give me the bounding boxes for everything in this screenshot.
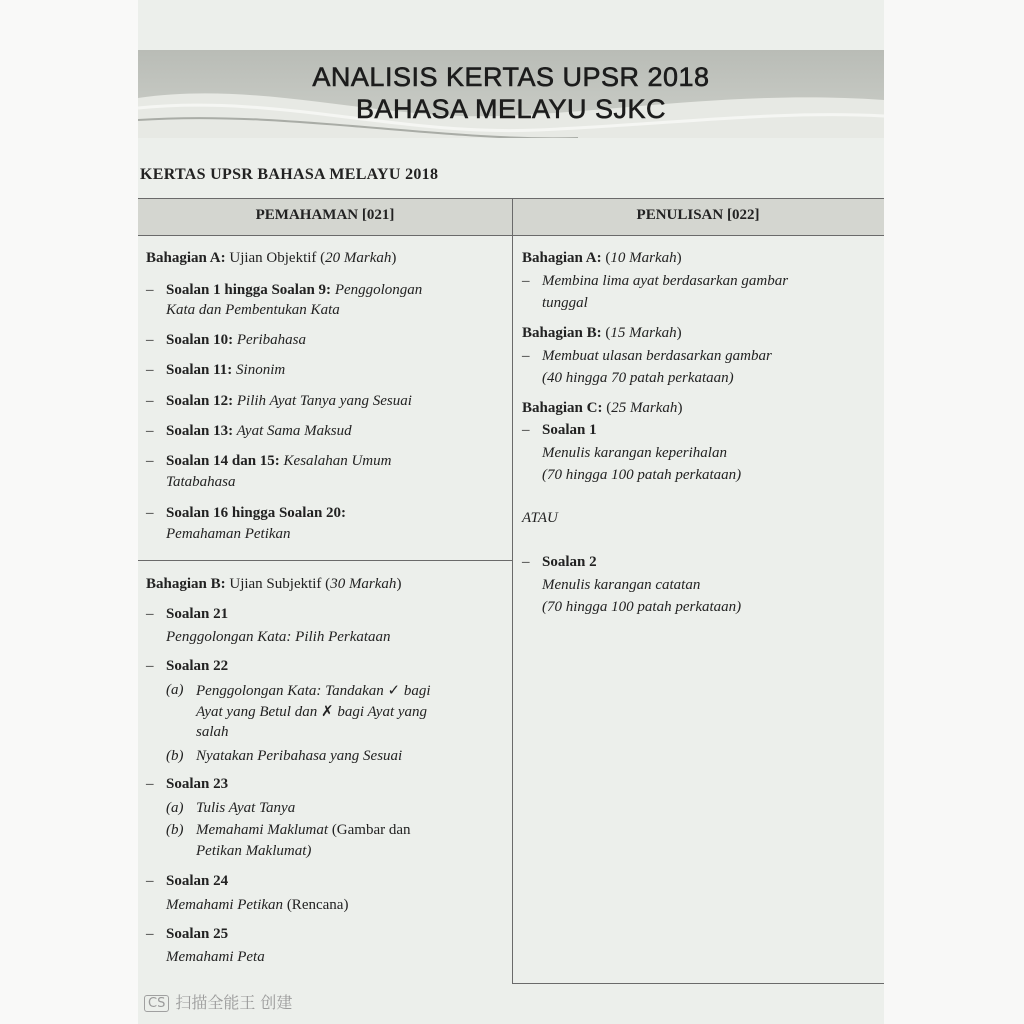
left-bahagian-b-title: Bahagian B: Ujian Subjektif (30 Markah) <box>146 576 402 592</box>
right-c-soalan-1-line1: Menulis karangan keperihalan <box>542 445 727 461</box>
soalan-25-desc: Memahami Peta <box>166 949 265 965</box>
right-b-line1: Membuat ulasan berdasarkan gambar <box>542 348 772 364</box>
right-c-soalan-1: Soalan 1 <box>542 422 597 438</box>
soalan-13: Soalan 13: Ayat Sama Maksud <box>166 423 352 439</box>
list-dash: – <box>146 873 154 889</box>
list-dash: – <box>146 926 154 942</box>
soalan-23-a-text: Tulis Ayat Tanya <box>196 800 296 816</box>
soalan-10: Soalan 10: Peribahasa <box>166 332 307 348</box>
list-dash: – <box>146 776 154 792</box>
soalan-23-b-line1: Memahami Maklumat (Gambar dan <box>196 822 411 838</box>
right-bahagian-a-title: Bahagian A: (10 Markah) <box>522 250 682 266</box>
soalan-14-15-desc: Tatabahasa <box>166 474 236 490</box>
soalan-23-a-marker: (a) <box>166 800 184 816</box>
soalan-22-a-line2: Ayat yang Betul dan ✗ bagi Ayat yang <box>196 702 428 720</box>
column-divider <box>512 198 513 984</box>
left-bahagian-a-title: Bahagian A: Ujian Objektif (20 Markah) <box>146 250 397 266</box>
soalan-21-desc: Penggolongan Kata: Pilih Perkataan <box>166 629 391 645</box>
col-header-penulisan: PENULISAN [022] <box>636 207 760 223</box>
check-mark-icon: ✓ <box>387 681 401 699</box>
list-dash: – <box>146 282 154 298</box>
soalan-22-a-line3: salah <box>196 724 229 740</box>
watermark-text: 扫描全能王 创建 <box>175 993 293 1012</box>
list-dash: – <box>146 453 154 469</box>
right-margin <box>884 0 1024 1024</box>
right-a-line2: tunggal <box>542 295 588 311</box>
soalan-22-b-text: Nyatakan Peribahasa yang Sesuai <box>196 748 403 764</box>
section-heading: KERTAS UPSR BAHASA MELAYU 2018 <box>140 166 439 183</box>
list-dash: – <box>146 606 154 622</box>
right-c-soalan-1-line2: (70 hingga 100 patah perkataan) <box>542 467 742 483</box>
analysis-table <box>138 198 884 988</box>
soalan-11: Soalan 11: Sinonim <box>166 362 286 378</box>
left-margin <box>0 0 138 1024</box>
table-header-border <box>138 235 884 236</box>
soalan-1-9: Soalan 1 hingga Soalan 9: Penggolongan <box>166 282 423 298</box>
soalan-25: Soalan 25 <box>166 926 229 942</box>
title-banner <box>138 50 884 138</box>
list-dash: – <box>146 362 154 378</box>
soalan-12: Soalan 12: Pilih Ayat Tanya yang Sesuai <box>166 393 412 409</box>
list-dash: – <box>146 423 154 439</box>
table-top-border <box>138 198 884 199</box>
soalan-22-a-marker: (a) <box>166 682 184 698</box>
soalan-23-b-line2: Petikan Maklumat) <box>196 843 312 859</box>
soalan-24: Soalan 24 <box>166 873 229 889</box>
left-section-divider <box>138 560 512 561</box>
table-bottom-border <box>512 983 884 984</box>
banner-title-line2: BAHASA MELAYU SJKC <box>355 94 667 124</box>
list-dash: – <box>522 554 530 570</box>
right-c-soalan-2-line1: Menulis karangan catatan <box>542 577 701 593</box>
soalan-16-20: Soalan 16 hingga Soalan 20: <box>166 505 347 521</box>
soalan-21: Soalan 21 <box>166 606 229 622</box>
right-bahagian-c-title: Bahagian C: (25 Markah) <box>522 400 683 416</box>
scanner-watermark <box>144 990 292 1013</box>
list-dash: – <box>146 332 154 348</box>
right-c-soalan-2: Soalan 2 <box>542 554 597 570</box>
soalan-24-desc: Memahami Petikan (Rencana) <box>166 897 349 913</box>
right-b-line2: (40 hingga 70 patah perkataan) <box>542 370 734 386</box>
banner-title-line1: ANALISIS KERTAS UPSR 2018 <box>312 62 710 92</box>
soalan-14-15: Soalan 14 dan 15: Kesalahan Umum <box>166 453 392 469</box>
soalan-23: Soalan 23 <box>166 776 229 792</box>
list-dash: – <box>146 658 154 674</box>
soalan-1-9-desc: Kata dan Pembentukan Kata <box>166 302 340 318</box>
soalan-22: Soalan 22 <box>166 658 229 674</box>
right-c-soalan-2-line2: (70 hingga 100 patah perkataan) <box>542 599 742 615</box>
soalan-22-b-marker: (b) <box>166 748 184 764</box>
right-bahagian-b-title: Bahagian B: (15 Markah) <box>522 325 682 341</box>
soalan-23-b-marker: (b) <box>166 822 184 838</box>
list-dash: – <box>522 273 530 289</box>
list-dash: – <box>146 393 154 409</box>
cross-mark-icon: ✗ <box>320 702 334 720</box>
right-c-atau: ATAU <box>522 510 558 526</box>
right-a-line1: Membina lima ayat berdasarkan gambar <box>542 273 789 289</box>
list-dash: – <box>522 422 530 438</box>
camscanner-logo-icon: CS <box>144 995 169 1012</box>
col-header-pemahaman: PEMAHAMAN [021] <box>255 207 395 223</box>
list-dash: – <box>522 348 530 364</box>
soalan-16-20-desc: Pemahaman Petikan <box>166 526 291 542</box>
soalan-22-a-line1: Penggolongan Kata: Tandakan ✓ bagi <box>196 681 431 699</box>
list-dash: – <box>146 505 154 521</box>
